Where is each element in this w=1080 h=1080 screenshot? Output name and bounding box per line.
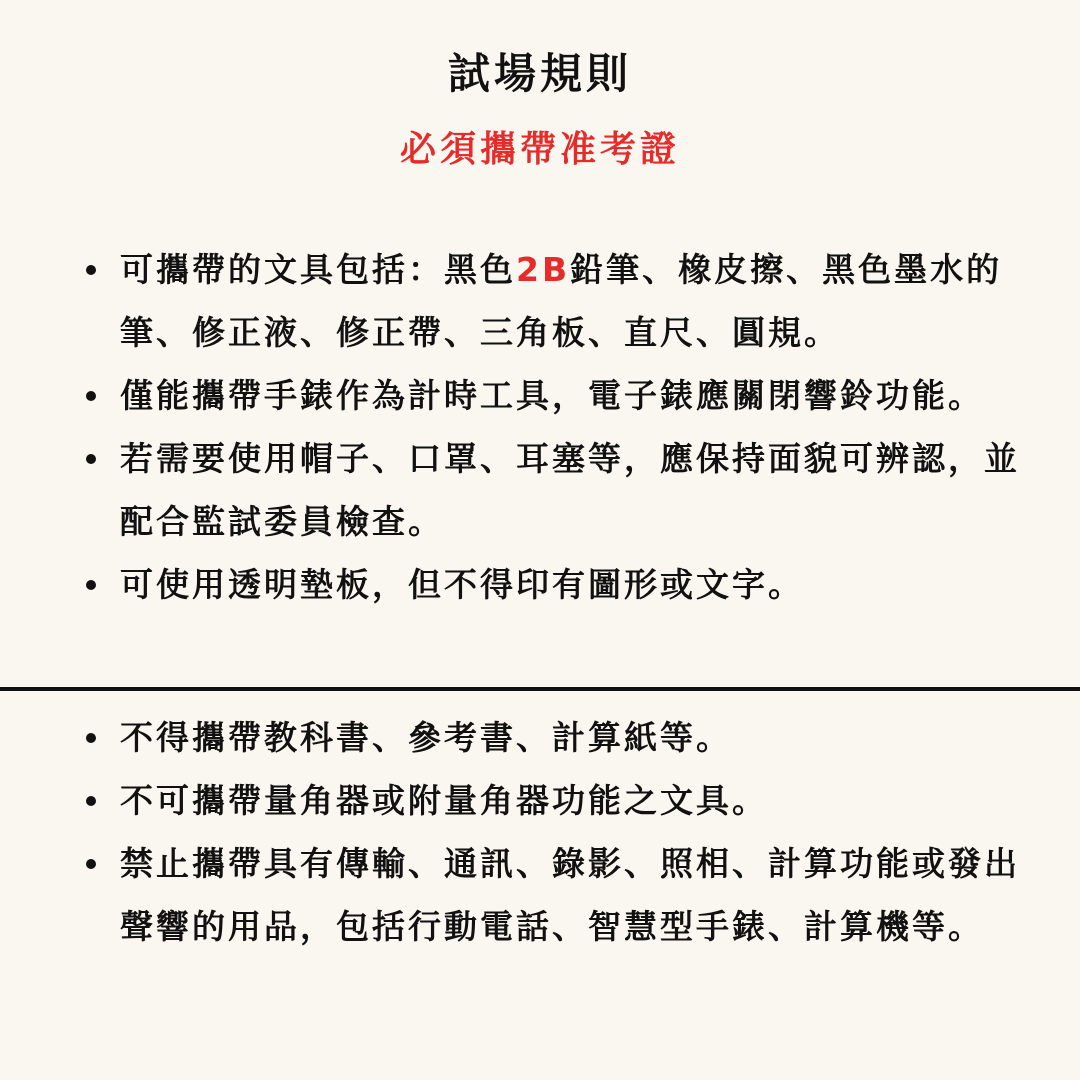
item-text: 禁止攜帶具有傳輸、通訊、錄影、照相、計算功能或發出聲響的用品，包括行動電話、智慧型手錶、計算機等。 — [120, 844, 1020, 946]
page-subtitle: 必須攜帶准考證 — [399, 129, 680, 170]
item-text-post: 鉛筆、橡皮擦、黑色墨水的筆、修正液、修正帶、三角板、直尺、圓規。 — [120, 250, 1003, 352]
list-item-stationery — [0, 238, 1080, 364]
bullet-icon — [86, 580, 96, 590]
page-title: 試場規則 — [447, 49, 632, 98]
list-item-books — [0, 706, 1080, 769]
item-text: 不得攜帶教科書、參考書、計算紙等。 — [120, 718, 732, 757]
list-item-watch — [0, 364, 1080, 427]
item-text: 可使用透明墊板，但不得印有圖形或文字。 — [120, 565, 804, 604]
item-text-pre: 可攜帶的文具包括：黑色 — [120, 250, 516, 289]
list-item-hat-mask — [0, 427, 1080, 553]
bullet-icon — [86, 454, 96, 464]
bullet-icon — [86, 265, 96, 275]
bullet-icon — [86, 859, 96, 869]
allowed-items-list — [0, 238, 1080, 616]
list-item-pencil-board — [0, 553, 1080, 616]
item-text: 不可攜帶量角器或附量角器功能之文具。 — [120, 781, 768, 820]
item-text: 僅能攜帶手錶作為計時工具，電子錶應關閉響鈴功能。 — [120, 376, 984, 415]
bullet-icon — [86, 391, 96, 401]
item-text: 若需要使用帽子、口罩、耳塞等，應保持面貌可辨認，並配合監試委員檢查。 — [120, 439, 1020, 541]
list-item-devices — [0, 832, 1080, 958]
bullet-icon — [86, 796, 96, 806]
prohibited-items-list — [0, 706, 1080, 958]
list-item-protractor — [0, 769, 1080, 832]
item-text-highlight: 2B — [516, 250, 571, 289]
section-divider — [0, 687, 1080, 691]
bullet-icon — [86, 733, 96, 743]
